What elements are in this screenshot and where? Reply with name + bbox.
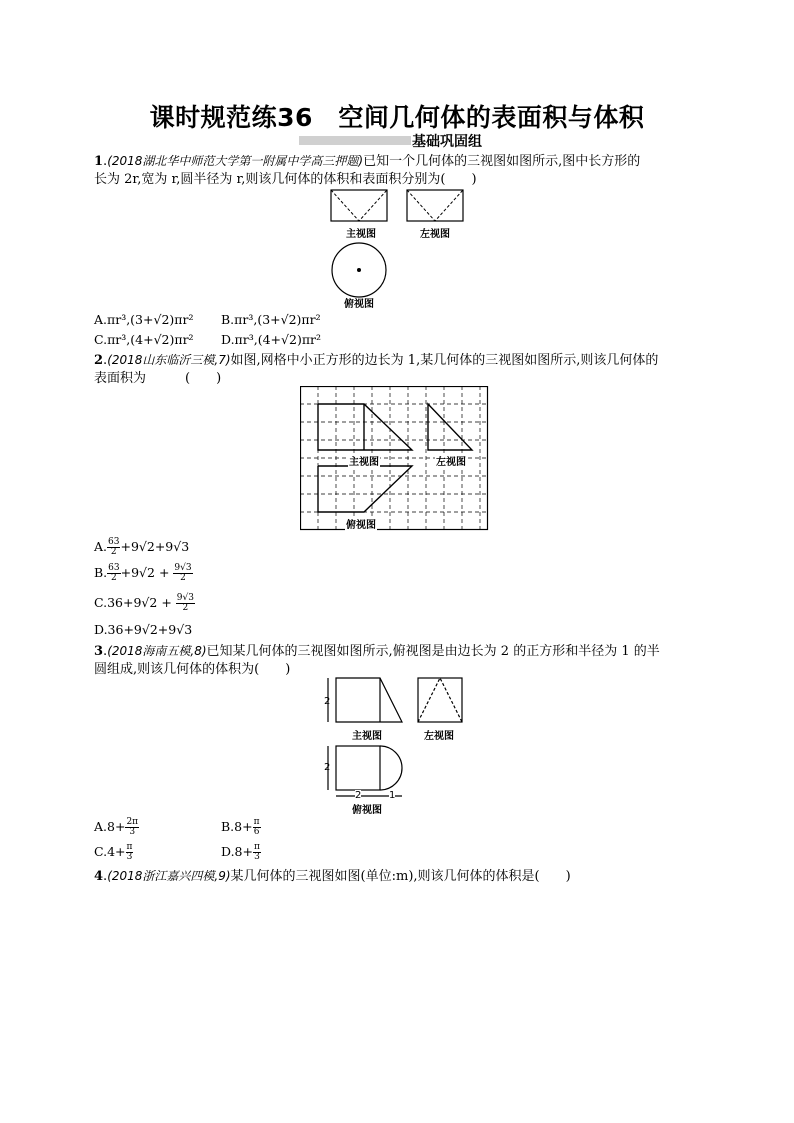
q1-line2: 长为 2r,宽为 r,圆半径为 r,则该几何体的体积和表面积分别为( )	[94, 172, 477, 187]
q3-top-view	[328, 746, 402, 796]
q1-line1: 1.(2018湖北华中师范大学第一附属中学高三押题)已知一个几何体的三视图如图所示,图中长方形的	[94, 154, 641, 169]
q2-option-c-fraction: $\frac{9√3}{2}$	[176, 593, 194, 613]
q3-dim-bottom-2: 2	[355, 790, 362, 801]
q2-caption-side: 左视图	[435, 453, 467, 468]
q1-front-view	[331, 190, 387, 221]
q1-text1: 已知一个几何体的三视图如图所示,图中长方形的	[363, 154, 641, 169]
q1-caption-front: 主视图	[346, 229, 376, 240]
q2-line1: 2.(2018山东临沂三模,7)如图,网格中小正方形的边长为 1,某几何体的三视图如图所示,则该几何体的	[94, 353, 659, 368]
q4-source: (2018浙江嘉兴四模,9)	[107, 869, 231, 883]
q1-caption-side: 左视图	[420, 229, 450, 240]
q2-text1: 如图,网格中小正方形的边长为 1,某几何体的三视图如图所示,则该几何体的	[230, 353, 659, 368]
q3-dim-bottom-1: 1	[389, 790, 396, 801]
q1-number: 1	[94, 154, 104, 169]
q2-option-c: C.36+9√2 + $\frac{9√3}{2}$	[94, 593, 194, 613]
q1-option-b: B.πr³,(3+√2)πr²	[221, 312, 321, 327]
q3-caption-top: 俯视图	[352, 805, 382, 816]
q2-option-b-fraction1: $\frac{63}{2}$	[108, 563, 120, 583]
q3-dim-front-2: 2	[324, 696, 331, 707]
q3-line1: 3.(2018海南五模,8)已知某几何体的三视图如图所示,俯视图是由边长为 2 的正方形和半径为 1 的半	[94, 644, 660, 659]
q3-source: (2018海南五模,8)	[107, 644, 207, 658]
q3-option-c: C.4+ $\frac{\pi}{3}$	[94, 842, 133, 862]
q4-text: 某几何体的三视图如图(单位:m),则该几何体的体积是( )	[230, 869, 571, 884]
q3-number: 3	[94, 644, 104, 659]
q2-line2: 表面积为 ( )	[94, 371, 222, 386]
q2-front-view	[318, 404, 412, 450]
q3-side-view	[418, 678, 462, 722]
q3-option-d-fraction: $\frac{\pi}{3}$	[253, 842, 260, 862]
q2-option-a: A. $\frac{63}{2}$ +9√2+9√3	[94, 537, 190, 557]
q2-top-view	[318, 466, 412, 512]
q4-line1: 4.(2018浙江嘉兴四模,9)某几何体的三视图如图(单位:m),则该几何体的体积是( )	[94, 869, 571, 884]
q4-number: 4	[94, 869, 104, 884]
q1-source: (2018湖北华中师范大学第一附属中学高三押题)	[107, 154, 364, 168]
q3-option-c-fraction: $\frac{\pi}{3}$	[126, 842, 133, 862]
q2-caption-front: 主视图	[348, 453, 380, 468]
q3-option-a-fraction: $\frac{2\pi}{3}$	[126, 817, 139, 837]
q1-caption-top: 俯视图	[344, 299, 374, 310]
q1-option-d: D.πr³,(4+√2)πr²	[221, 332, 322, 347]
q2-option-a-fraction: $\frac{63}{2}$	[108, 537, 120, 557]
q1-option-a: A.πr³,(3+√2)πr²	[94, 312, 194, 327]
q3-option-b-fraction: $\frac{\pi}{6}$	[253, 817, 260, 837]
section-label: 基础巩固组	[412, 134, 482, 150]
q3-dim-top-2: 2	[324, 762, 331, 773]
q3-caption-side: 左视图	[424, 731, 454, 742]
q1-three-views	[325, 185, 470, 310]
q3-option-b: B.8+ $\frac{\pi}{6}$	[221, 817, 260, 837]
q3-front-view	[328, 678, 402, 722]
q3-option-d: D.8+ $\frac{\pi}{3}$	[221, 842, 260, 862]
q2-number: 2	[94, 353, 104, 368]
q2-side-view	[428, 404, 472, 450]
q1-option-c: C.πr³,(4+√2)πr²	[94, 332, 194, 347]
q3-option-a: A.8+ $\frac{2\pi}{3}$	[94, 817, 139, 837]
q2-option-b-fraction2: $\frac{9√3}{2}$	[174, 563, 192, 583]
q3-caption-front: 主视图	[352, 731, 382, 742]
q1-side-view	[407, 190, 463, 221]
q2-caption-top: 俯视图	[345, 516, 377, 531]
page-title: 课时规范练36 空间几何体的表面积与体积	[149, 103, 645, 132]
q3-text1: 已知某几何体的三视图如图所示,俯视图是由边长为 2 的正方形和半径为 1 的半	[206, 644, 660, 659]
section-bar	[299, 136, 411, 145]
q2-source: (2018山东临沂三模,7)	[107, 353, 231, 367]
q1-top-view	[332, 243, 386, 297]
q2-option-d: D.36+9√2+9√3	[94, 622, 193, 637]
q3-line2: 圆组成,则该几何体的体积为( )	[94, 662, 291, 677]
q2-option-b: B. $\frac{63}{2}$ +9√2 + $\frac{9√3}{2}$	[94, 563, 192, 583]
